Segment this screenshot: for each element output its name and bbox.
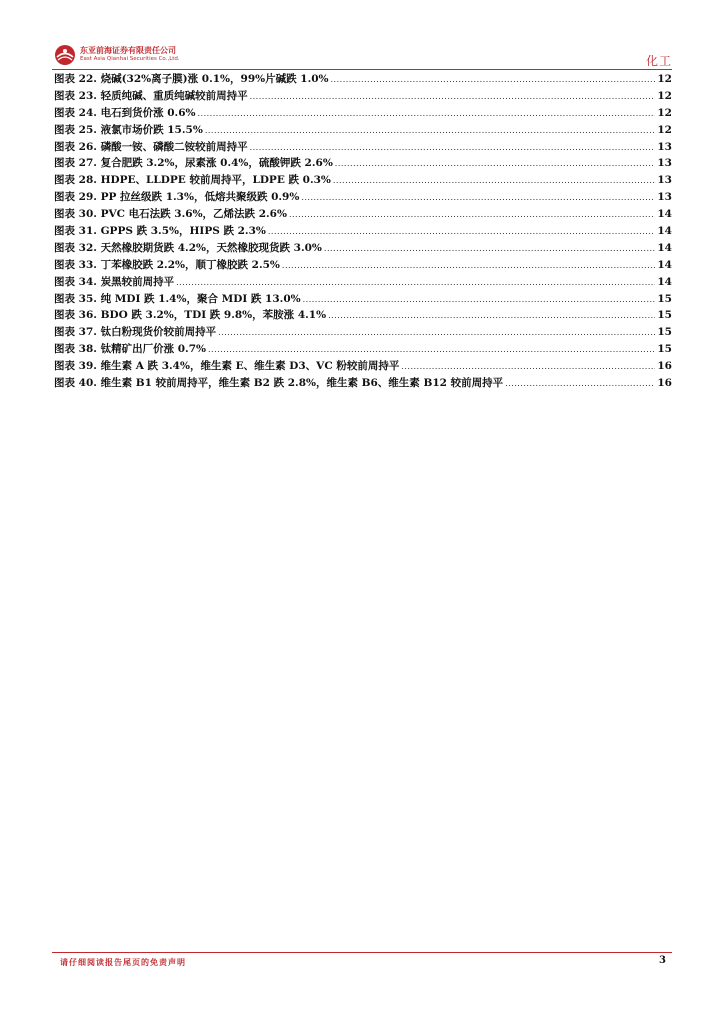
- toc-entry-title: [54, 223, 266, 240]
- toc-entry-page: 14: [657, 225, 672, 238]
- toc-entry-title: [54, 206, 287, 223]
- toc-entry-caption: PP 拉丝级跌 1.3%，低熔共聚级跌 0.9%: [100, 191, 300, 204]
- toc-entry-caption: 复合肥跌 3.2%，尿素涨 0.4%，硫酸钾跌 2.6%: [100, 157, 333, 170]
- toc-entry-page: 13: [657, 140, 672, 153]
- toc-entry-page: 15: [657, 309, 672, 322]
- toc-entry-label: 图表 37.: [54, 326, 97, 339]
- toc-entry[interactable]: [54, 240, 672, 257]
- toc-entry-label: 图表 36.: [54, 309, 97, 322]
- toc-entry-title: [54, 189, 299, 206]
- header-divider: [52, 69, 672, 70]
- toc-leader-dots: [250, 140, 656, 157]
- toc-entry-caption: 维生素 A 跌 3.4%，维生素 E、维生素 D3、VC 粉较前周持平: [100, 360, 400, 373]
- toc-entry-caption: 纯 MDI 跌 1.4%，聚合 MDI 跌 13.0%: [100, 292, 301, 305]
- toc-leader-dots: [301, 190, 655, 207]
- toc-entry-page: 14: [657, 241, 672, 254]
- toc-leader-dots: [505, 376, 655, 393]
- toc-entry-title: [54, 172, 331, 189]
- toc-entry-label: 图表 40.: [54, 377, 97, 390]
- toc-entry-title: [54, 88, 248, 105]
- toc-entry-caption: PVC 电石法跌 3.6%，乙烯法跌 2.6%: [100, 208, 287, 221]
- toc-entry-caption: 钛白粉现货价较前周持平: [100, 326, 217, 339]
- toc-entry[interactable]: [54, 223, 672, 240]
- toc-entry[interactable]: [54, 358, 672, 375]
- logo-english-name: East Asia Qianhai Securities Co.,Ltd.: [80, 56, 180, 62]
- toc-entry-title: [54, 324, 216, 341]
- toc-entry-label: 图表 33.: [54, 258, 97, 271]
- toc-entry-title: [54, 307, 326, 324]
- toc-entry[interactable]: [54, 71, 672, 88]
- toc-leader-dots: [303, 292, 656, 309]
- toc-entry-title: [54, 291, 301, 308]
- page-header: [52, 42, 672, 72]
- toc-entry[interactable]: [54, 375, 672, 392]
- toc-entry-page: 15: [657, 343, 672, 356]
- toc-entry[interactable]: [54, 189, 672, 206]
- toc-entry-caption: 电石到货价涨 0.6%: [100, 106, 196, 119]
- toc-entry-page: 13: [657, 191, 672, 204]
- toc-entry-caption: 磷酸一铵、磷酸二铵较前周持平: [100, 140, 248, 153]
- toc-entry-caption: 钛精矿出厂价涨 0.7%: [100, 343, 206, 356]
- toc-entry-label: 图表 39.: [54, 360, 97, 373]
- toc-entry-page: 16: [657, 360, 672, 373]
- toc-entry-label: 图表 22.: [54, 73, 97, 85]
- toc-entry-caption: 液氯市场价跌 15.5%: [100, 123, 203, 136]
- toc-entry-caption: BDO 跌 3.2%，TDI 跌 9.8%，苯胺涨 4.1%: [100, 309, 327, 322]
- toc-entry[interactable]: [54, 88, 672, 105]
- toc-entry-caption: HDPE、LLDPE 较前周持平，LDPE 跌 0.3%: [100, 174, 331, 187]
- toc-entry-caption: GPPS 跌 3.5%，HIPS 跌 2.3%: [100, 225, 266, 238]
- toc-entry-page: 13: [657, 174, 672, 187]
- toc-entry-label: 图表 26.: [54, 140, 97, 153]
- toc-entry-caption: 维生素 B1 较前周持平，维生素 B2 跌 2.8%，维生素 B6、维生素 B12 较前周持平: [100, 377, 504, 390]
- toc-leader-dots: [250, 89, 656, 106]
- toc-entry-label: 图表 25.: [54, 123, 97, 136]
- toc-leader-dots: [218, 325, 655, 342]
- toc-entry-title: [54, 274, 174, 291]
- toc-entry-title: [54, 71, 329, 88]
- toc-entry-page: 16: [657, 377, 672, 390]
- toc-leader-dots: [324, 241, 655, 258]
- toc-entry-label: 图表 30.: [54, 208, 97, 221]
- toc-entry-title: [54, 375, 503, 392]
- toc-entry-title: [54, 122, 203, 139]
- toc-entry-page: 14: [657, 275, 672, 288]
- toc-entry-caption: 烧碱(32%离子膜)涨 0.1%，99%片碱跌 1.0%: [100, 73, 329, 85]
- toc-entry-page: 14: [657, 208, 672, 221]
- toc-entry-caption: 天然橡胶期货跌 4.2%，天然橡胶现货跌 3.0%: [100, 241, 322, 254]
- toc-leader-dots: [331, 72, 656, 89]
- toc-entry-page: 12: [657, 73, 672, 85]
- toc-entry-title: [54, 240, 322, 257]
- logo-mark-icon: [54, 44, 76, 66]
- toc-leader-dots: [328, 308, 655, 325]
- toc-entry-title: [54, 358, 399, 375]
- toc-entry-title: [54, 257, 280, 274]
- toc-entry-caption: 轻质纯碱、重质纯碱较前周持平: [100, 89, 248, 102]
- toc-entry-label: 图表 23.: [54, 89, 97, 102]
- toc-leader-dots: [333, 173, 655, 190]
- toc-entry[interactable]: [54, 307, 672, 324]
- toc-entry-page: 12: [657, 106, 672, 119]
- toc-leader-dots: [176, 275, 655, 292]
- toc-leader-dots: [401, 359, 655, 376]
- toc-entry-page: 14: [657, 258, 672, 271]
- figure-list: [54, 71, 672, 392]
- toc-entry-label: 图表 31.: [54, 225, 97, 238]
- footer-divider: [52, 952, 672, 953]
- toc-leader-dots: [208, 342, 655, 359]
- page-number: 3: [659, 955, 666, 966]
- toc-entry-title: [54, 139, 248, 156]
- toc-leader-dots: [198, 106, 656, 123]
- logo-chinese-name: 东亚前海证券有限责任公司: [80, 46, 176, 55]
- toc-entry[interactable]: [54, 291, 672, 308]
- toc-entry[interactable]: [54, 172, 672, 189]
- toc-entry-label: 图表 38.: [54, 343, 97, 356]
- toc-entry-label: 图表 35.: [54, 292, 97, 305]
- toc-entry-label: 图表 24.: [54, 106, 97, 119]
- toc-entry-page: 15: [657, 292, 672, 305]
- toc-entry-page: 15: [657, 326, 672, 339]
- toc-entry-page: 13: [657, 157, 672, 170]
- toc-entry[interactable]: [54, 206, 672, 223]
- toc-entry[interactable]: [54, 105, 672, 122]
- toc-leader-dots: [289, 207, 655, 224]
- toc-entry-title: [54, 155, 333, 172]
- toc-entry-label: 图表 28.: [54, 174, 97, 187]
- toc-entry[interactable]: [54, 274, 672, 291]
- toc-entry-caption: 炭黑较前周持平: [100, 275, 175, 288]
- toc-entry-caption: 丁苯橡胶跌 2.2%，顺丁橡胶跌 2.5%: [100, 258, 280, 271]
- toc-entry-page: 12: [657, 123, 672, 136]
- toc-entry-label: 图表 29.: [54, 191, 97, 204]
- toc-leader-dots: [205, 123, 656, 140]
- disclaimer-text: 请仔细阅读报告尾页的免责声明: [60, 957, 186, 967]
- toc-entry[interactable]: [54, 139, 672, 156]
- toc-leader-dots: [335, 156, 656, 173]
- toc-entry[interactable]: [54, 324, 672, 341]
- toc-entry-title: [54, 105, 196, 122]
- section-label: 化工: [645, 54, 672, 68]
- toc-leader-dots: [282, 258, 655, 275]
- toc-entry-label: 图表 34.: [54, 275, 97, 288]
- toc-entry-label: 图表 32.: [54, 241, 97, 254]
- toc-entry-label: 图表 27.: [54, 157, 97, 170]
- toc-entry-title: [54, 341, 206, 358]
- toc-entry[interactable]: [54, 155, 672, 172]
- toc-entry-page: 12: [657, 89, 672, 102]
- toc-entry[interactable]: [54, 341, 672, 358]
- company-logo: [52, 42, 192, 68]
- toc-leader-dots: [268, 224, 656, 241]
- toc-entry[interactable]: [54, 122, 672, 139]
- toc-entry[interactable]: [54, 257, 672, 274]
